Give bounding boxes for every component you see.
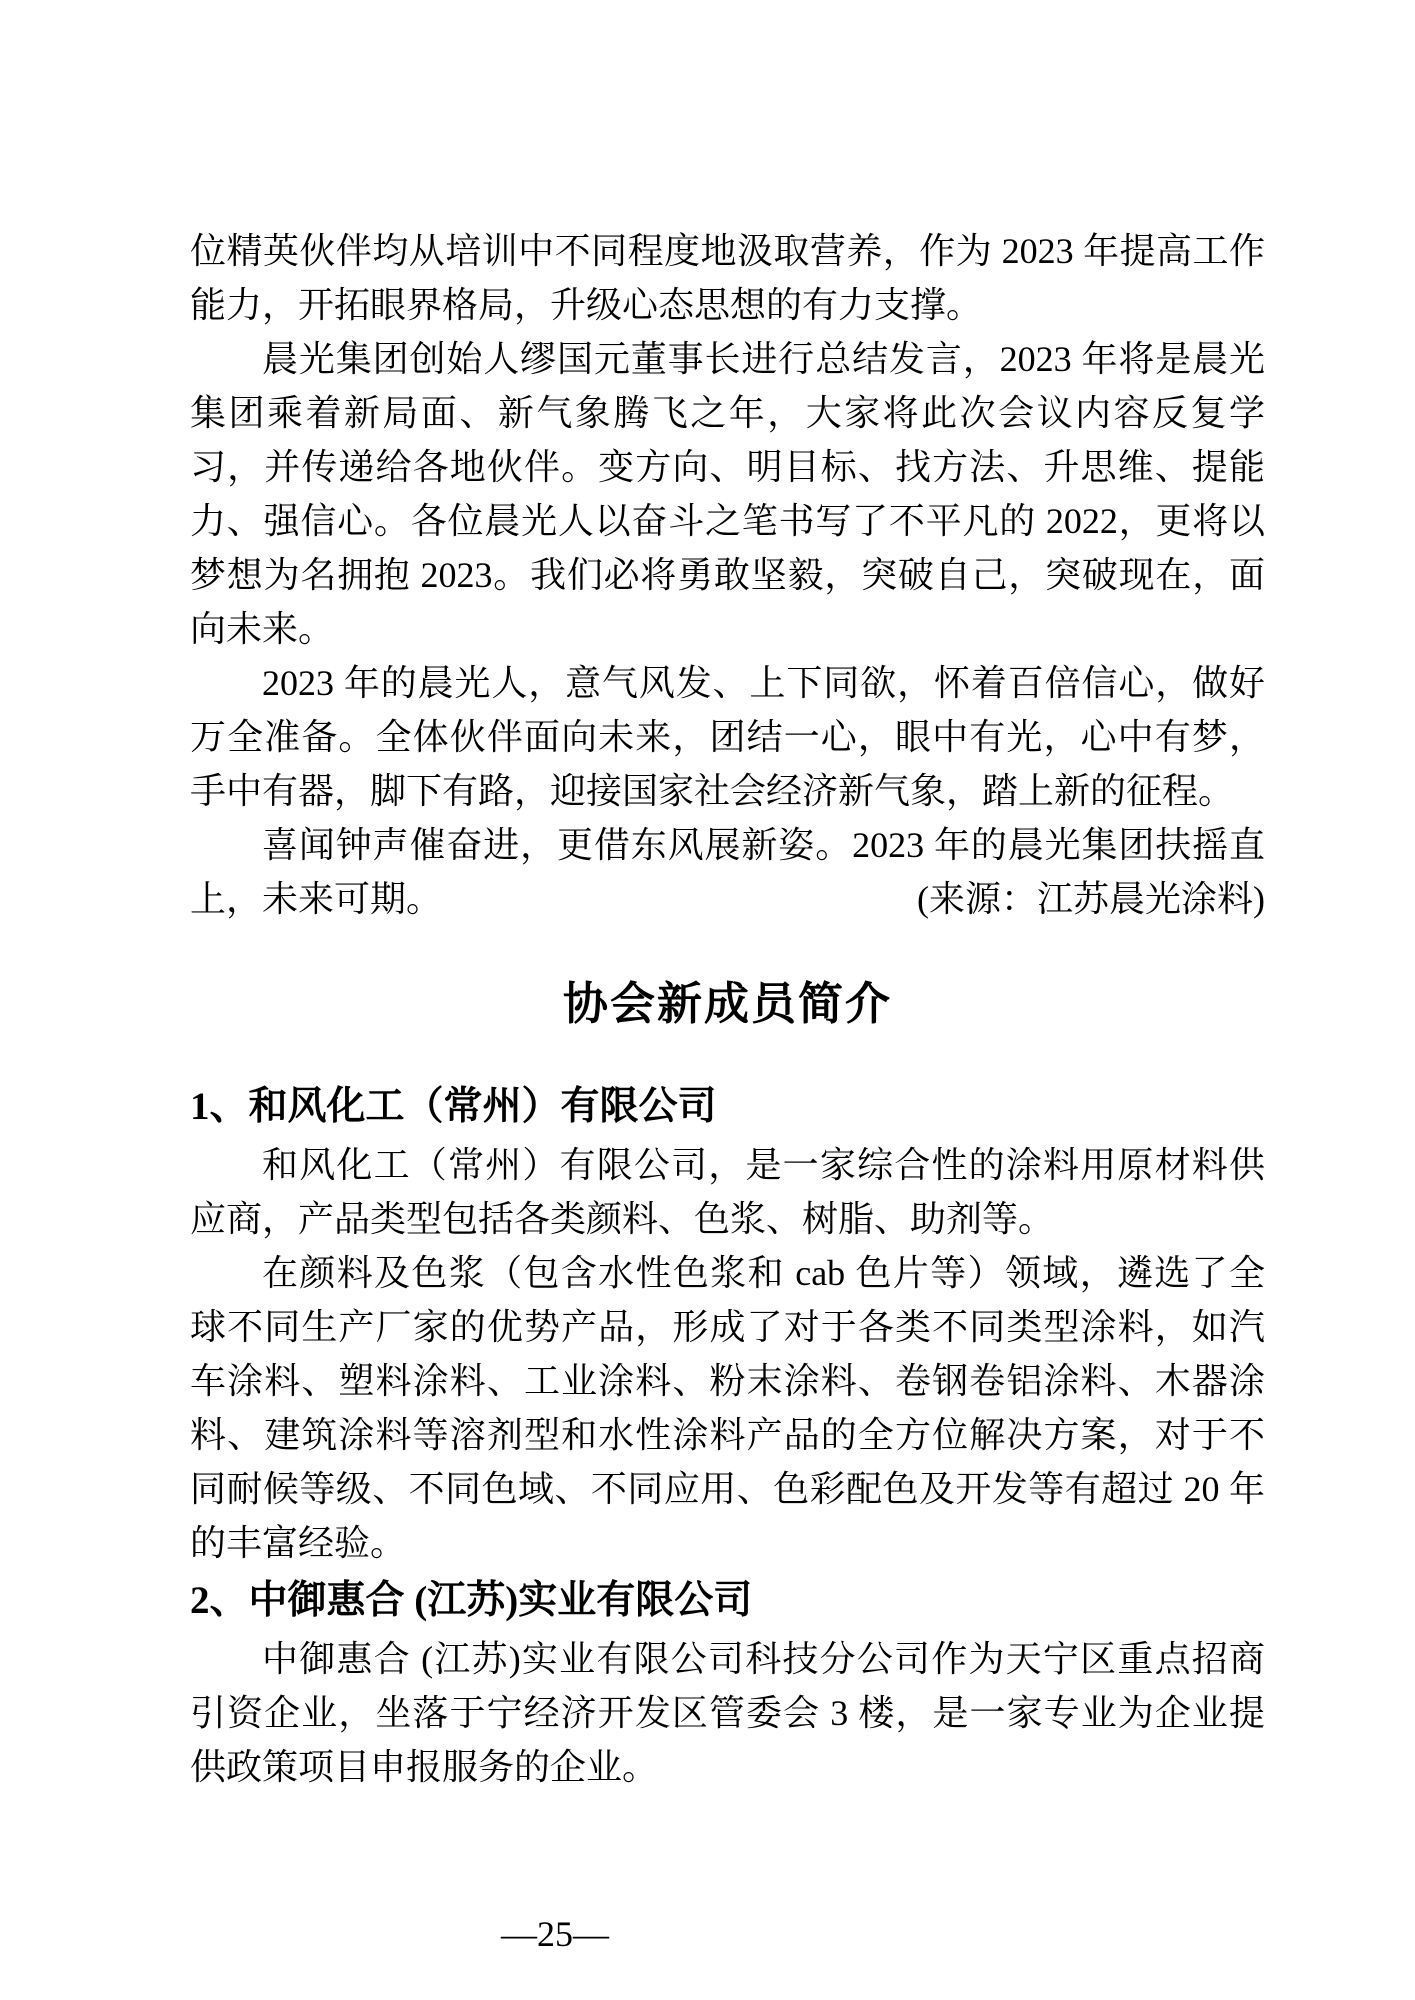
page-number: —25— xyxy=(501,1914,609,1954)
source-attribution: (来源：江苏晨光涂料) xyxy=(917,879,1265,919)
member-2-title: 2、中御惠合 (江苏)实业有限公司 xyxy=(190,1579,753,1622)
body-paragraph-continuation: 位精英伙伴均从培训中不同程度地汲取营养，作为 2023 年提高工作能力，开拓眼界格局，升级心态思想的有力支撑。 xyxy=(190,231,1265,325)
member-2-paragraph: 中御惠合 (江苏)实业有限公司科技分公司作为天宁区重点招商引资企业，坐落于宁经济开发区管委会 3 楼，是一家专业为企业提供政策项目申报服务的企业。 xyxy=(190,1639,1265,1787)
section-heading: 协会新成员简介 xyxy=(562,979,892,1029)
member-1-title: 1、和风化工（常州）有限公司 xyxy=(190,1085,717,1128)
body-paragraph: 2023 年的晨光人，意气风发、上下同欲，怀着百倍信心，做好万全准备。全体伙伴面向未来，团结一心，眼中有光，心中有梦，手中有器，脚下有路，迎接国家社会经济新气象，踏上新的征程。 xyxy=(190,663,1265,811)
body-paragraph: 晨光集团创始人缪国元董事长进行总结发言，2023 年将是晨光集团乘着新局面、新气象腾飞之年，大家将此次会议内容反复学习，并传递给各地伙伴。变方向、明目标、找方法、升思维、提能力、强信心。各位晨光人以奋斗之笔书写了不平凡的 2022，更将以梦想为名拥抱 2023。我们必将勇敢坚毅，突破自己，突破现在，面向未来。 xyxy=(190,339,1265,649)
member-1-paragraph: 和风化工（常州）有限公司，是一家综合性的涂料用原材料供应商，产品类型包括各类颜料、色浆、树脂、助剂等。 xyxy=(190,1145,1265,1239)
body-paragraph-closing xyxy=(190,818,1265,926)
paragraph-text: 喜闻钟声催奋进，更借东风展新姿。2023 年的晨光集团扶摇直上，未来可期。 xyxy=(190,825,1265,919)
page-content xyxy=(190,224,1265,1794)
member-1-paragraph: 在颜料及色浆（包含水性色浆和 cab 色片等）领域，遴选了全球不同生产厂家的优势产品，形成了对于各类不同类型涂料，如汽车涂料、塑料涂料、工业涂料、粉末涂料、卷钢卷铝涂料、木器涂料、建筑涂料等溶剂型和水性涂料产品的全方位解决方案，对于不同耐候等级、不同色域、不同应用、色彩配色及开发等有超过 20 年的丰富经验。 xyxy=(190,1253,1265,1563)
